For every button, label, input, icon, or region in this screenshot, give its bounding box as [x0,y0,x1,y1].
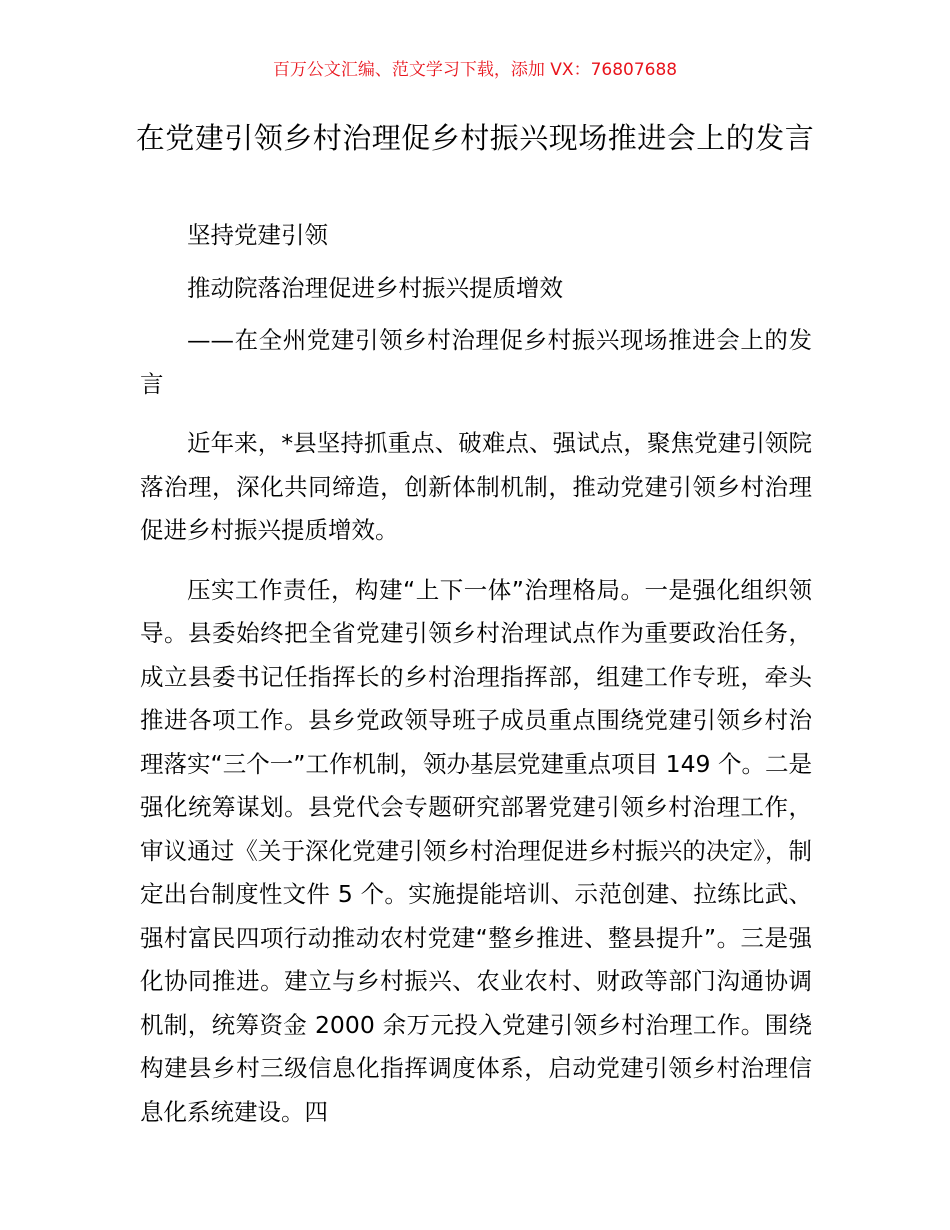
paragraph-intro: 近年来，*县坚持抓重点、破难点、强试点，聚焦党建引领院落治理，深化共同缔造，创新体制机制，推动党建引领乡村治理促进乡村振兴提质增效。 [140,429,812,544]
watermark-banner: 百万公文汇编、范文学习下载，添加 VX：76807688 [272,60,678,80]
document-body [140,214,812,1134]
document-title: 在党建引领乡村治理促乡村振兴现场推进会上的发言 [135,121,815,155]
subtitle-line-1: 坚持党建引领 [187,221,328,249]
subtitle-line-3: ——在全州党建引领乡村治理促乡村振兴现场推进会上的发言 [140,326,812,398]
paragraph-responsibility: 压实工作责任，构建“上下一体”治理格局。一是强化组织领导。县委始终把全省党建引领乡村治理试点作为重要政治任务，成立县委书记任指挥长的乡村治理指挥部，组建工作专班，牵头推进各项工作。县乡党政领导班子成员重点围绕党建引领乡村治理落实“三个一”工作机制，领办基层党建重点项目 149 个。二是强化统筹谋划。县党代会专题研究部署党建引领乡村治理工作，审议通过《关于深化党建引领乡村治理促进乡村振兴的决定》，制定出台制度性文件 5 个。实施提能培训、示范创建、拉练比武、强村富民四项行动推动农村党建“整乡推进、整县提升”。三是强化协同推进。建立与乡村振兴、农业农村、财政等部门沟通协调机制，统筹资金 2000 余万元投入党建引领乡村治理工作。围绕构建县乡村三级信息化指挥调度体系，启动党建引领乡村治理信息化系统建设。四 [140,575,812,1126]
subtitle-line-2: 推动院落治理促进乡村振兴提质增效 [187,273,563,302]
